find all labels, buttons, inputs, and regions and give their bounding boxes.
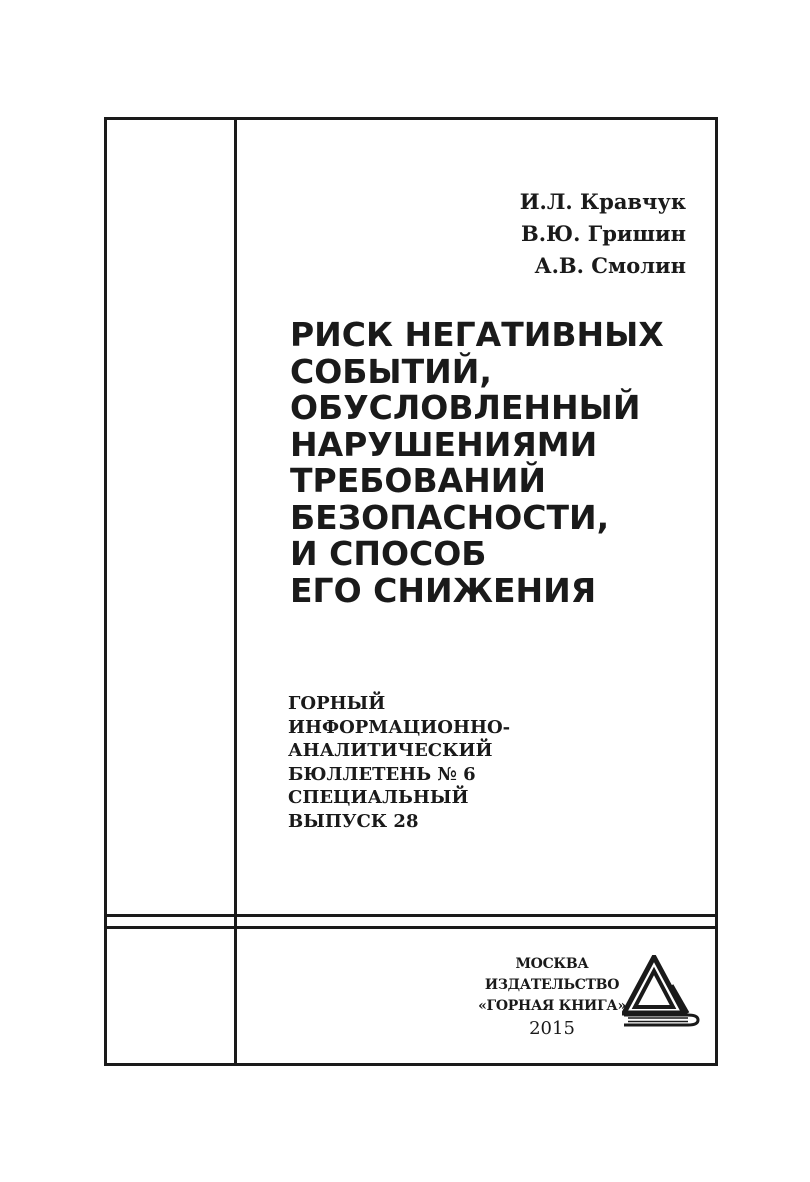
title-line: И СПОСОБ [290,534,487,573]
title-line: НАРУШЕНИЯМИ [290,424,598,464]
author-name: В.Ю. Гришин [521,221,686,246]
imprint-city: МОСКВА [515,956,589,972]
series-line: БЮЛЛЕТЕНЬ № 6 [288,763,476,785]
title-line: РИСК НЕГАТИВНЫХ [290,315,664,354]
imprint-publisher-label: ИЗДАТЕЛЬСТВО [484,977,620,993]
title-line: ОБУСЛОВЛЕННЫЙ [290,388,641,427]
imprint-publisher-name: «ГОРНАЯ КНИГА» [478,998,626,1014]
title-line: БЕЗОПАСНОСТИ, [290,497,610,537]
title-line: СОБЫТИЙ, [290,351,492,391]
series-line: ИНФОРМАЦИОННО- [288,716,511,738]
publisher-triangle-book-icon [622,955,700,1027]
frame-horizontal-rule-upper [104,914,718,917]
author-name: И.Л. Кравчук [519,189,686,214]
frame-vertical-rule [234,117,237,1066]
series-line: ВЫПУСК 28 [288,810,419,832]
frame-horizontal-rule-lower [104,926,718,929]
series-line: АНАЛИТИЧЕСКИЙ [288,740,493,761]
authors-block [520,186,686,282]
series-block [288,692,688,833]
title-line: ТРЕБОВАНИЙ [290,461,546,500]
series-line: ГОРНЫЙ [288,693,386,714]
series-line: СПЕЦИАЛЬНЫЙ [288,787,469,808]
book-title [290,317,700,609]
imprint-year: 2015 [529,1018,575,1039]
author-name: А.В. Смолин [534,253,686,278]
title-line: ЕГО СНИЖЕНИЯ [290,570,597,610]
